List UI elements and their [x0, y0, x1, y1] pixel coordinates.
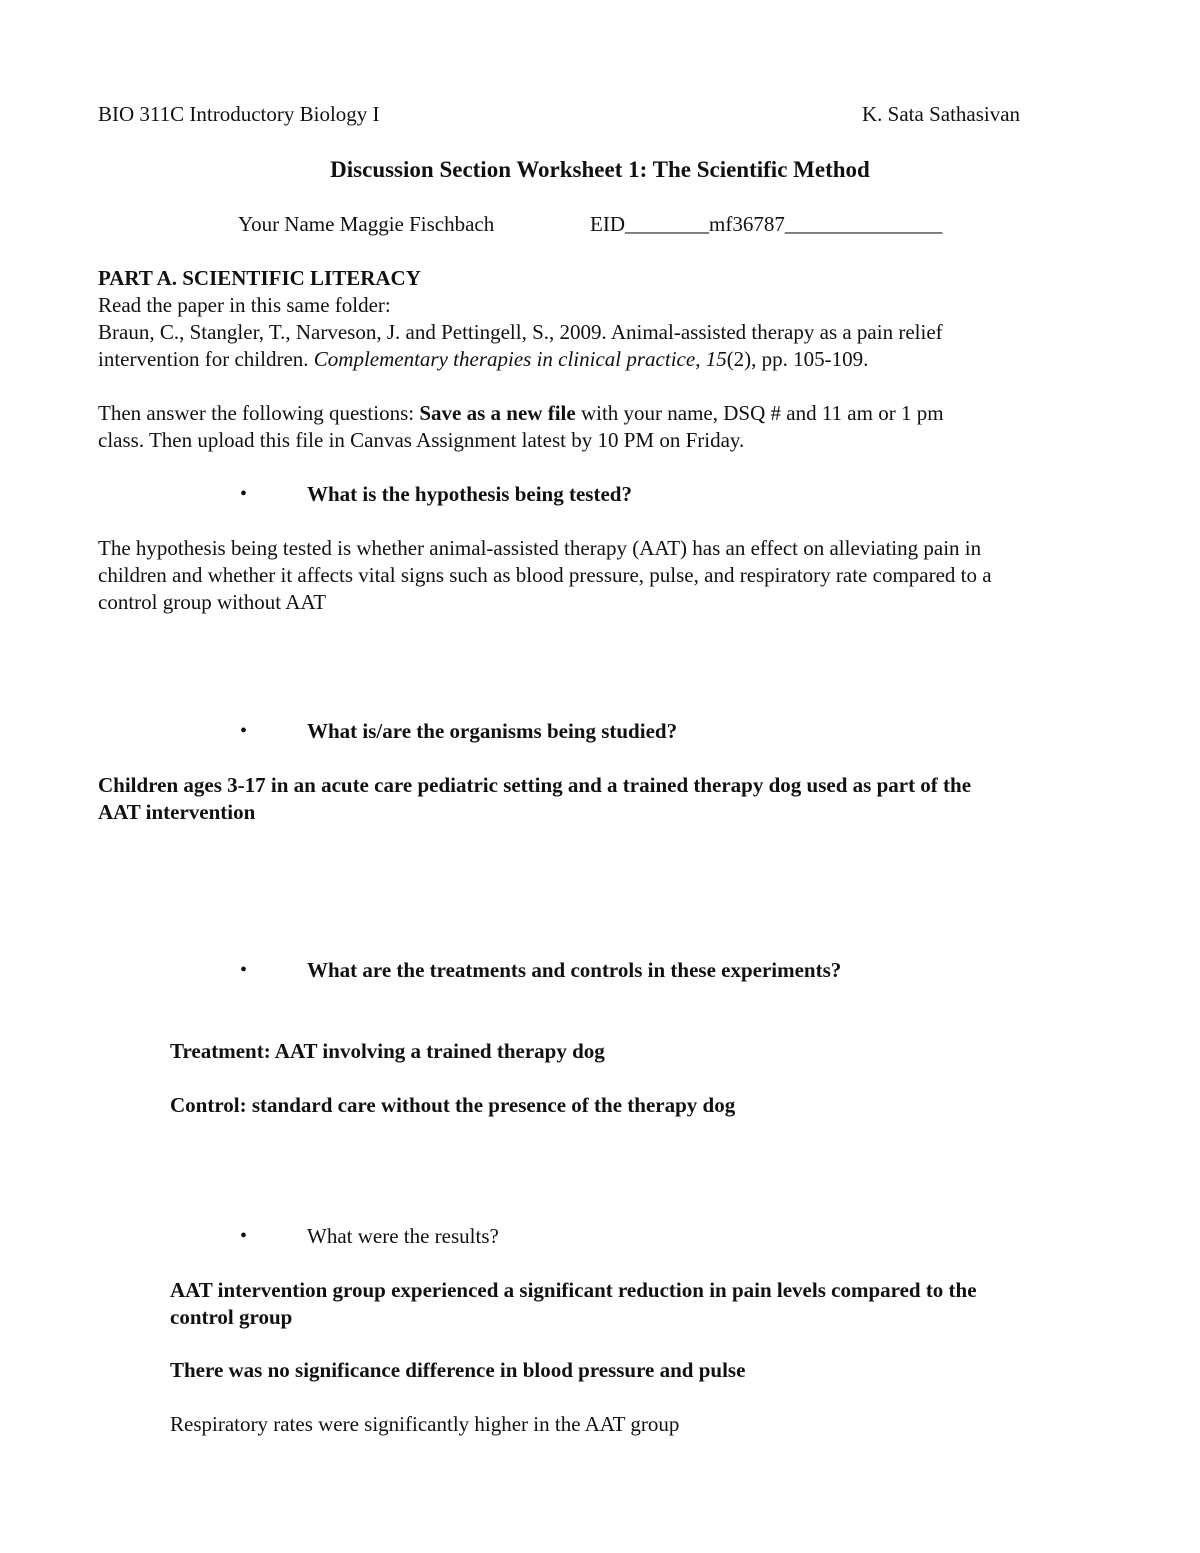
answer-treatment: Treatment: AAT involving a trained therapy dog	[170, 1039, 605, 1063]
student-name-line	[238, 211, 494, 238]
answer-hypothesis-line-1: The hypothesis being tested is whether animal-assisted therapy (AAT) has an effect on alleviating pain in	[98, 536, 982, 560]
instructions-emphasis: Save as a new file	[419, 401, 576, 425]
answer-control: Control: standard care without the presence of the therapy dog	[170, 1093, 736, 1117]
eid-label: EID	[590, 212, 625, 236]
eid-blank-before: ________	[625, 212, 709, 236]
answer-organisms-line-2: AAT intervention	[98, 800, 256, 824]
citation-journal: Complementary therapies in clinical practice	[313, 347, 696, 371]
bullet-icon: •	[240, 1225, 248, 1247]
answer-results-line-1: AAT intervention group experienced a significant reduction in pain levels compared to the	[170, 1278, 977, 1302]
answer-results-bp-pulse: There was no significance difference in blood pressure and pulse	[170, 1358, 746, 1382]
part-a-heading: PART A. SCIENTIFIC LITERACY	[98, 266, 421, 290]
citation-text: intervention for children.	[98, 347, 314, 371]
question-treatments: What are the treatments and controls in these experiments?	[307, 958, 842, 982]
course-title: BIO 311C Introductory Biology I	[98, 102, 380, 126]
bullet-icon: •	[240, 483, 248, 505]
bullet-icon: •	[240, 720, 248, 742]
answer-organisms-line-1: Children ages 3-17 in an acute care pediatric setting and a trained therapy dog used as part of the	[98, 773, 972, 797]
eid-value: mf36787	[709, 212, 785, 236]
citation-volume: 15	[705, 347, 727, 371]
eid-line	[590, 211, 942, 238]
citation-end: (2), pp. 105-109.	[726, 347, 869, 371]
eid-blank-after: _______________	[784, 212, 943, 236]
answer-hypothesis-line-2: children and whether it affects vital signs such as blood pressure, pulse, and respiratory rate compared to a	[98, 563, 992, 587]
worksheet-title: Discussion Section Worksheet 1: The Scientific Method	[330, 157, 870, 182]
answer-results-line-2: control group	[170, 1305, 293, 1329]
question-hypothesis: What is the hypothesis being tested?	[307, 482, 632, 506]
instructions-text-end: with your name, DSQ # and 11 am or 1 pm	[575, 401, 944, 425]
citation-sep: ,	[695, 347, 706, 371]
citation-line-2	[98, 346, 868, 373]
question-organisms: What is/are the organisms being studied?	[307, 719, 678, 743]
instructor-name: K. Sata Sathasivan	[862, 102, 1021, 126]
instructions-line-1	[98, 400, 944, 427]
bullet-icon: •	[240, 959, 248, 981]
answer-results-respiratory: Respiratory rates were significantly higher in the AAT group	[170, 1412, 680, 1436]
answer-hypothesis-line-3: control group without AAT	[98, 590, 327, 614]
question-results: What were the results?	[307, 1224, 499, 1248]
name-value: Maggie Fischbach	[339, 212, 495, 236]
read-instruction: Read the paper in this same folder:	[98, 293, 391, 317]
citation-line-1: Braun, C., Stangler, T., Narveson, J. and Pettingell, S., 2009. Animal-assisted therapy as a pain relief	[98, 320, 943, 344]
instructions-text: Then answer the following questions:	[98, 401, 420, 425]
name-label: Your Name	[238, 212, 335, 236]
instructions-line-2: class. Then upload this file in Canvas Assignment latest by 10 PM on Friday.	[98, 428, 745, 452]
